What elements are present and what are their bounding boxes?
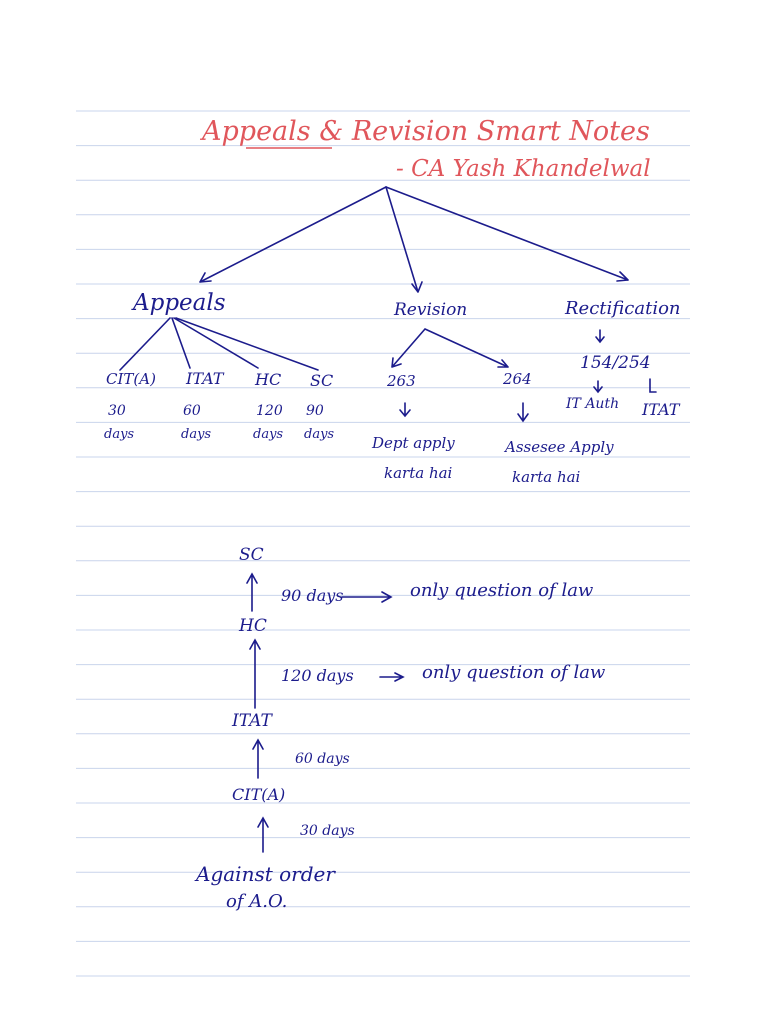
branch-arrow-appeals bbox=[200, 187, 386, 282]
revision-263-line1: Dept apply bbox=[372, 434, 455, 452]
ladder-hc: HC bbox=[239, 616, 267, 636]
appeal-unit-sc: days bbox=[304, 427, 335, 442]
revision-node-263: 263 bbox=[387, 372, 416, 390]
appeal-node-hc: HC bbox=[255, 370, 282, 389]
arrow-hc-note bbox=[380, 673, 403, 681]
down-arrow-263 bbox=[400, 403, 410, 416]
revision-263-line2: karta hai bbox=[384, 464, 453, 482]
appeal-unit-cita: days bbox=[104, 427, 135, 442]
appeal-days-itat: 60 bbox=[183, 403, 201, 419]
appeal-node-itat: ITAT bbox=[186, 369, 224, 388]
ladder-cita-days: 30 days bbox=[300, 823, 355, 839]
branch-arrow-revision bbox=[386, 187, 422, 292]
appeals-label: Appeals bbox=[133, 290, 226, 316]
ladder-arrow-itat-hc bbox=[250, 640, 260, 708]
ladder-arrow-hc-sc bbox=[247, 574, 257, 611]
revision-label: Revision bbox=[394, 300, 468, 320]
ladder-sc-days: 90 days bbox=[281, 586, 344, 605]
appeal-days-cita: 30 bbox=[108, 403, 126, 419]
revision-fork-arrows bbox=[392, 329, 508, 367]
revision-264-line2: karta hai bbox=[512, 468, 581, 486]
down-arrow-it-auth bbox=[594, 381, 602, 392]
rectification-it-auth: IT Auth bbox=[566, 396, 620, 412]
ladder-arrow-ao-cita bbox=[258, 818, 268, 852]
down-arrow-264 bbox=[518, 403, 528, 421]
arrow-sc-note bbox=[342, 592, 391, 602]
ladder-cita: CIT(A) bbox=[232, 785, 286, 804]
appeal-node-cita: CIT(A) bbox=[106, 370, 156, 388]
ladder-base-line2: of A.O. bbox=[226, 891, 288, 912]
down-arrow-rectification bbox=[596, 330, 604, 342]
ladder-sc-note: only question of law bbox=[410, 580, 594, 601]
appeal-days-sc: 90 bbox=[306, 403, 324, 419]
appeals-fan-lines bbox=[120, 318, 318, 370]
ladder-itat-days: 60 days bbox=[295, 751, 350, 767]
page-title: Appeals & Revision Smart Notes bbox=[202, 116, 650, 147]
revision-264-line1: Assesee Apply bbox=[505, 438, 614, 456]
branch-arrow-rectification bbox=[386, 187, 628, 281]
rectification-itat: ITAT bbox=[642, 400, 680, 419]
ladder-hc-days: 120 days bbox=[281, 666, 354, 685]
rectification-label: Rectification bbox=[565, 298, 681, 319]
appeal-unit-itat: days bbox=[181, 427, 212, 442]
appeal-node-sc: SC bbox=[310, 371, 334, 390]
revision-node-264: 264 bbox=[503, 370, 532, 388]
appeal-unit-hc: days bbox=[253, 427, 284, 442]
ladder-sc: SC bbox=[239, 545, 264, 565]
ladder-hc-note: only question of law bbox=[422, 662, 606, 683]
down-arrow-itat-rect bbox=[650, 379, 656, 392]
ladder-base-line1: Against order bbox=[196, 862, 335, 886]
ladder-itat: ITAT bbox=[232, 711, 272, 731]
author-name: - CA Yash Khandelwal bbox=[396, 156, 651, 182]
ladder-arrow-cita-itat bbox=[253, 740, 263, 778]
rectification-section: 154/254 bbox=[580, 353, 651, 373]
appeal-days-hc: 120 bbox=[256, 403, 283, 419]
